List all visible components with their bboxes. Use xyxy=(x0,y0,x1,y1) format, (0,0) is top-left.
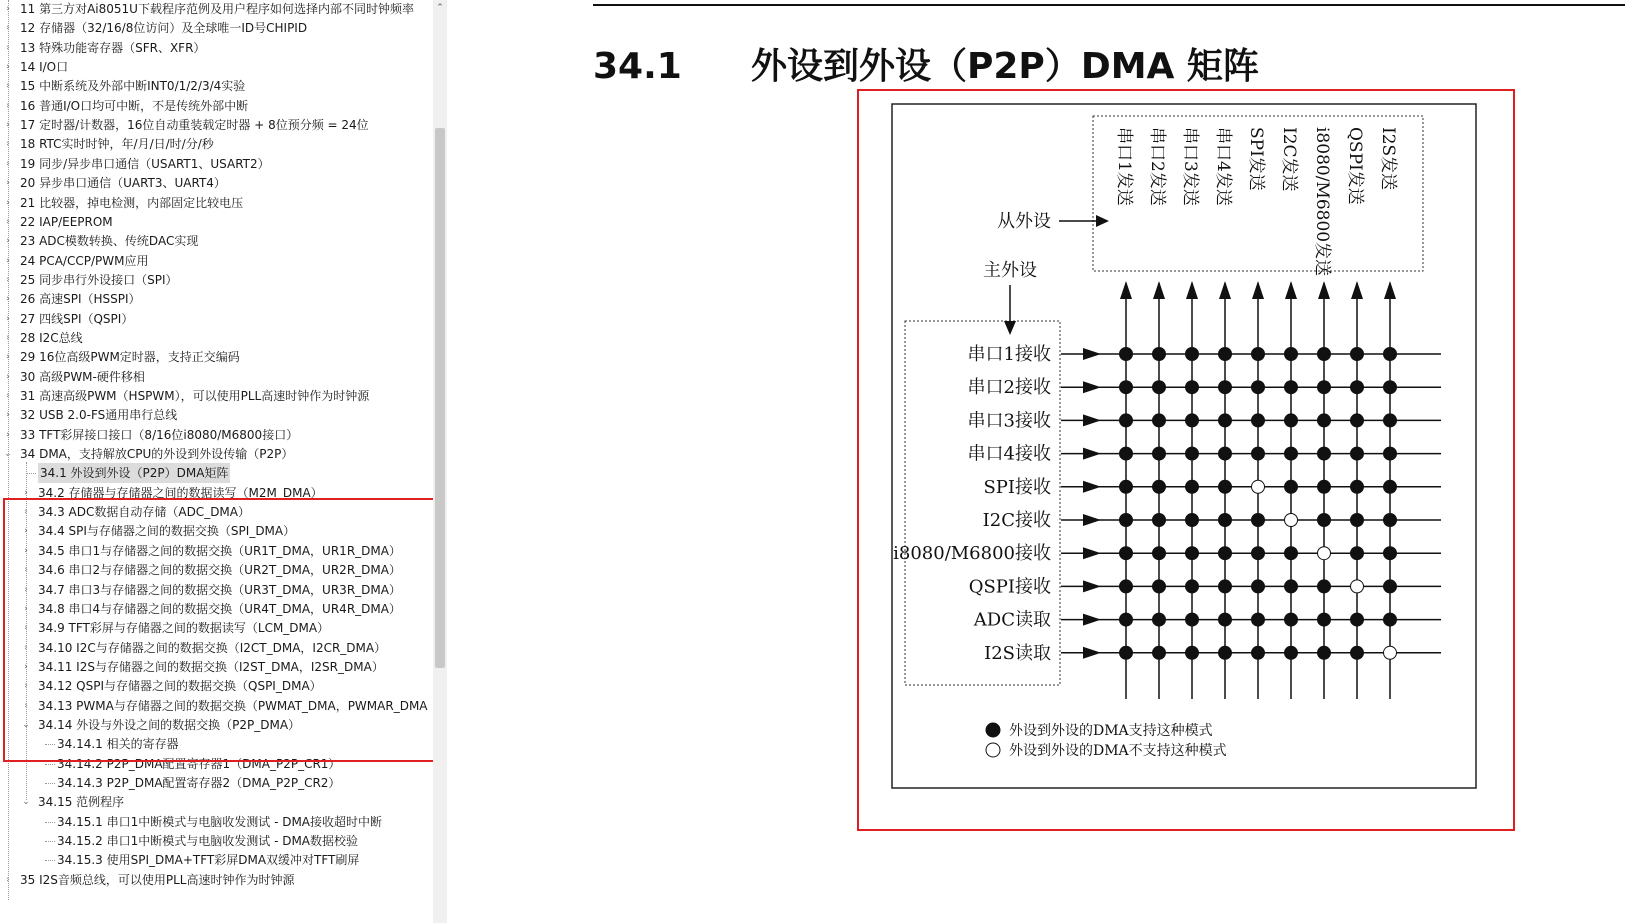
outline-item-label: 15 中断系统及外部中断INT0/1/2/3/4实验 xyxy=(20,79,246,93)
unsupported-dot xyxy=(1351,580,1364,593)
outline-item[interactable] xyxy=(0,76,432,96)
supported-dot xyxy=(1384,447,1397,460)
chevron-right-icon[interactable]: › xyxy=(6,81,10,91)
outline-item-label: 34.15.1 串口1中断模式与电脑收发测试 - DMA接收超时中断 xyxy=(57,815,383,829)
outline-item-label: 35 I2S音频总线，可以使用PLL高速时钟作为时钟源 xyxy=(20,873,295,887)
supported-dot xyxy=(1252,414,1265,427)
outline-item[interactable] xyxy=(0,251,432,271)
supported-dot xyxy=(1252,613,1265,626)
outline-item[interactable] xyxy=(0,347,432,367)
section-heading xyxy=(593,38,1259,89)
tree-connector xyxy=(45,783,55,784)
supported-dot xyxy=(1285,646,1298,659)
supported-dot xyxy=(1153,646,1166,659)
column-arrow-head xyxy=(1120,281,1132,299)
chevron-right-icon[interactable]: › xyxy=(6,256,10,266)
chevron-down-icon[interactable]: ⌄ xyxy=(4,449,12,459)
chevron-right-icon[interactable]: › xyxy=(6,43,10,53)
outline-item[interactable] xyxy=(0,850,432,870)
outline-item-label: 14 I/O口 xyxy=(20,60,69,74)
outline-item-label: 21 比较器，掉电检测，内部固定比较电压 xyxy=(20,196,244,210)
outline-item[interactable] xyxy=(0,367,432,387)
chevron-right-icon[interactable]: › xyxy=(24,565,28,575)
chevron-right-icon[interactable]: › xyxy=(6,4,10,14)
row-arrow-head xyxy=(1083,647,1101,659)
chevron-right-icon[interactable]: › xyxy=(24,507,28,517)
chevron-down-icon[interactable]: ⌄ xyxy=(22,720,30,730)
supported-dot xyxy=(1384,381,1397,394)
slave-label: 串口4发送 xyxy=(1213,127,1233,206)
dma-matrix-svg xyxy=(891,103,1481,793)
unsupported-dot xyxy=(1252,480,1265,493)
supported-dot xyxy=(1285,381,1298,394)
document-page xyxy=(447,0,1625,923)
master-peripheral-label: 主外设 xyxy=(983,260,1037,281)
outline-item-label: 34.14.3 P2P_DMA配置寄存器2（DMA_P2P_CR2） xyxy=(57,776,341,790)
chevron-right-icon[interactable]: › xyxy=(6,139,10,149)
slave-label-arrow-head xyxy=(1096,215,1109,227)
outline-panel xyxy=(0,0,435,923)
supported-dot xyxy=(1351,646,1364,659)
outline-item-label: 34.14.1 相关的寄存器 xyxy=(57,737,179,751)
outline-scrollbar[interactable] xyxy=(433,0,447,923)
outline-item-label: 34.3 ADC数据自动存储（ADC_DMA） xyxy=(38,505,250,519)
master-label: 串口2接收 xyxy=(967,377,1051,399)
outline-item[interactable] xyxy=(0,212,432,232)
unsupported-dot xyxy=(1318,547,1331,560)
supported-dot xyxy=(1120,447,1133,460)
supported-dot xyxy=(1384,547,1397,560)
row-arrow-head xyxy=(1083,514,1101,526)
outline-item-label: 34.14 外设与外设之间的数据交换（P2P_DMA） xyxy=(38,718,301,732)
column-arrow-head xyxy=(1384,281,1396,299)
outline-item[interactable] xyxy=(0,870,432,890)
outline-item[interactable] xyxy=(0,618,432,638)
supported-dot xyxy=(1252,547,1265,560)
outline-item[interactable] xyxy=(0,831,432,851)
outline-item-label: 19 同步/异步串口通信（USART1、USART2） xyxy=(20,157,270,171)
chevron-right-icon[interactable]: › xyxy=(24,546,28,556)
section-number: 34.1 xyxy=(593,46,682,87)
outline-item[interactable] xyxy=(0,270,432,290)
row-arrow-head xyxy=(1083,448,1101,460)
chevron-right-icon[interactable]: › xyxy=(24,585,28,595)
outline-item-label: 34.11 I2S与存储器之间的数据交换（I2ST_DMA，I2SR_DMA） xyxy=(38,660,384,674)
outline-item-label: 23 ADC模数转换、传统DAC实现 xyxy=(20,234,199,248)
supported-dot xyxy=(1252,646,1265,659)
chevron-right-icon[interactable]: › xyxy=(6,333,10,343)
master-label-arrow-head xyxy=(1004,321,1016,335)
supported-dot xyxy=(1285,414,1298,427)
supported-dot xyxy=(1384,414,1397,427)
supported-dot xyxy=(1318,447,1331,460)
outline-item[interactable] xyxy=(0,715,432,735)
supported-dot xyxy=(1153,480,1166,493)
slave-label: 串口3发送 xyxy=(1180,127,1200,206)
supported-dot xyxy=(1186,580,1199,593)
column-arrow-head xyxy=(1186,281,1198,299)
tree-connector xyxy=(26,473,36,474)
outline-item-label: 12 存储器（32/16/8位访问）及全球唯一ID号CHIPID xyxy=(20,21,308,35)
supported-dot xyxy=(1252,348,1265,361)
supported-dot xyxy=(1186,348,1199,361)
chevron-right-icon[interactable]: › xyxy=(24,488,28,498)
chevron-right-icon[interactable]: › xyxy=(6,120,10,130)
supported-dot xyxy=(1153,514,1166,527)
row-arrow-head xyxy=(1083,580,1101,592)
supported-dot xyxy=(1318,514,1331,527)
outline-item[interactable] xyxy=(0,638,432,658)
legend-unsupported-label: 外设到外设的DMA不支持这种模式 xyxy=(1009,743,1227,759)
outline-item[interactable] xyxy=(0,386,432,406)
outline-item-label: 20 异步串口通信（UART3、UART4） xyxy=(20,176,226,190)
master-label: QSPI接收 xyxy=(968,576,1051,598)
outline-item-label: 17 定时器/计数器，16位自动重装载定时器 + 8位预分频 = 24位 xyxy=(20,118,369,132)
supported-dot xyxy=(1120,514,1133,527)
legend-unsupported-dot xyxy=(986,743,1000,757)
outline-item-label: 24 PCA/CCP/PWM应用 xyxy=(20,254,149,268)
outline-item[interactable] xyxy=(0,115,432,135)
outline-item[interactable] xyxy=(0,521,432,541)
chevron-right-icon[interactable]: › xyxy=(6,275,10,285)
chevron-right-icon[interactable]: › xyxy=(24,701,28,711)
supported-dot xyxy=(1318,381,1331,394)
column-arrow-head xyxy=(1219,281,1231,299)
outline-item[interactable] xyxy=(0,773,432,793)
supported-dot xyxy=(1219,613,1232,626)
chevron-right-icon[interactable]: › xyxy=(24,643,28,653)
column-arrow-head xyxy=(1252,281,1264,299)
outline-item[interactable] xyxy=(0,328,432,348)
supported-dot xyxy=(1153,613,1166,626)
supported-dot xyxy=(1186,414,1199,427)
outline-item[interactable] xyxy=(0,657,432,677)
chevron-right-icon[interactable]: › xyxy=(6,198,10,208)
slave-label: 串口1发送 xyxy=(1114,127,1134,206)
outline-item-label: 33 TFT彩屏接口接口（8/16位i8080/M6800接口） xyxy=(20,428,299,442)
supported-dot xyxy=(1120,580,1133,593)
scroll-up-arrow-icon[interactable]: ⌃ xyxy=(436,3,444,13)
page-top-rule xyxy=(593,4,1625,6)
supported-dot xyxy=(1120,480,1133,493)
supported-dot xyxy=(1384,613,1397,626)
chevron-right-icon[interactable]: › xyxy=(24,681,28,691)
outline-item-label: 30 高级PWM-硬件移相 xyxy=(20,370,145,384)
supported-dot xyxy=(1285,447,1298,460)
tree-connector xyxy=(45,822,55,823)
dma-matrix-figure xyxy=(891,103,1481,797)
outline-item[interactable] xyxy=(0,754,432,774)
section-title: 外设到外设（P2P）DMA 矩阵 xyxy=(751,46,1259,87)
outline-item[interactable] xyxy=(0,309,432,329)
chevron-right-icon[interactable]: › xyxy=(6,314,10,324)
supported-dot xyxy=(1219,646,1232,659)
supported-dot xyxy=(1219,514,1232,527)
supported-dot xyxy=(1351,447,1364,460)
outline-item[interactable] xyxy=(0,193,432,213)
row-arrow-head xyxy=(1083,414,1101,426)
outline-item[interactable] xyxy=(0,231,432,251)
outline-item-label: 34.15.2 串口1中断模式与电脑收发测试 - DMA数据校验 xyxy=(57,834,359,848)
supported-dot xyxy=(1186,514,1199,527)
supported-dot xyxy=(1318,646,1331,659)
chevron-right-icon[interactable]: › xyxy=(6,294,10,304)
supported-dot xyxy=(1186,447,1199,460)
outline-item[interactable] xyxy=(0,38,432,58)
outline-item-label: 34.9 TFT彩屏与存储器之间的数据读写（LCM_DMA） xyxy=(38,621,330,635)
column-arrow-head xyxy=(1153,281,1165,299)
chevron-right-icon[interactable]: › xyxy=(6,372,10,382)
outline-item-label: 34.12 QSPI与存储器之间的数据交换（QSPI_DMA） xyxy=(38,679,322,693)
outline-item-label: 32 USB 2.0-FS通用串行总线 xyxy=(20,408,178,422)
outline-item[interactable] xyxy=(0,676,432,696)
supported-dot xyxy=(1351,613,1364,626)
outline-item-label: 34.4 SPI与存储器之间的数据交换（SPI_DMA） xyxy=(38,524,296,538)
slave-peripheral-label: 从外设 xyxy=(997,211,1051,232)
outline-item[interactable] xyxy=(0,463,432,483)
supported-dot xyxy=(1186,381,1199,394)
tree-connector xyxy=(45,860,55,861)
master-label: 串口4接收 xyxy=(967,443,1051,465)
outline-item[interactable] xyxy=(0,483,432,503)
supported-dot xyxy=(1318,613,1331,626)
outline-item-label: 18 RTC实时时钟，年/月/日/时/分/秒 xyxy=(20,137,214,151)
chevron-right-icon[interactable]: › xyxy=(24,604,28,614)
tree-connector-vertical xyxy=(26,462,27,800)
chevron-right-icon[interactable]: › xyxy=(6,217,10,227)
outline-item-label: 22 IAP/EEPROM xyxy=(20,215,113,229)
supported-dot xyxy=(1153,547,1166,560)
tree-connector xyxy=(45,841,55,842)
legend-supported-label: 外设到外设的DMA支持这种模式 xyxy=(1009,723,1213,739)
chevron-right-icon[interactable]: › xyxy=(24,526,28,536)
chevron-right-icon[interactable]: › xyxy=(6,178,10,188)
supported-dot xyxy=(1219,580,1232,593)
master-label: I2C接收 xyxy=(982,510,1051,531)
supported-dot xyxy=(1252,514,1265,527)
outline-item[interactable] xyxy=(0,580,432,600)
supported-dot xyxy=(1285,348,1298,361)
supported-dot xyxy=(1285,480,1298,493)
outline-item[interactable] xyxy=(0,792,432,812)
outline-item[interactable] xyxy=(0,444,432,464)
supported-dot xyxy=(1153,348,1166,361)
supported-dot xyxy=(1384,480,1397,493)
master-label: ADC读取 xyxy=(973,609,1051,631)
supported-dot xyxy=(1252,381,1265,394)
outline-item-label: 31 高速高级PWM（HSPWM），可以使用PLL高速时钟作为时钟源 xyxy=(20,389,370,403)
chevron-right-icon[interactable]: › xyxy=(6,23,10,33)
chevron-right-icon[interactable]: › xyxy=(6,101,10,111)
master-label: I2S读取 xyxy=(984,642,1051,664)
row-arrow-head xyxy=(1083,481,1101,493)
outline-item[interactable] xyxy=(0,18,432,38)
outline-item-label: 34.6 串口2与存储器之间的数据交换（UR2T_DMA，UR2R_DMA） xyxy=(38,563,401,577)
column-arrow-head xyxy=(1285,281,1297,299)
scroll-thumb[interactable] xyxy=(435,128,445,668)
supported-dot xyxy=(1186,613,1199,626)
outline-item-label: 26 高速SPI（HSSPI） xyxy=(20,292,141,306)
master-label: 串口3接收 xyxy=(967,410,1051,432)
supported-dot xyxy=(1285,613,1298,626)
chevron-right-icon[interactable]: › xyxy=(6,410,10,420)
supported-dot xyxy=(1120,547,1133,560)
supported-dot xyxy=(1186,480,1199,493)
outline-item[interactable] xyxy=(0,541,432,561)
chevron-right-icon[interactable]: › xyxy=(24,623,28,633)
chevron-right-icon[interactable]: › xyxy=(6,430,10,440)
supported-dot xyxy=(1351,348,1364,361)
row-arrow-head xyxy=(1083,614,1101,626)
supported-dot xyxy=(1351,514,1364,527)
supported-dot xyxy=(1318,480,1331,493)
supported-dot xyxy=(1219,414,1232,427)
supported-dot xyxy=(1219,348,1232,361)
supported-dot xyxy=(1120,381,1133,394)
outline-item[interactable] xyxy=(0,425,432,445)
master-label: i8080/M6800接收 xyxy=(893,543,1051,565)
supported-dot xyxy=(1186,547,1199,560)
supported-dot xyxy=(1285,547,1298,560)
column-arrow-head xyxy=(1351,281,1363,299)
supported-dot xyxy=(1153,414,1166,427)
supported-dot xyxy=(1219,547,1232,560)
supported-dot xyxy=(1351,547,1364,560)
chevron-right-icon[interactable]: › xyxy=(6,352,10,362)
tree-connector xyxy=(45,764,55,765)
supported-dot xyxy=(1318,348,1331,361)
tree-connector xyxy=(45,744,55,745)
outline-item[interactable] xyxy=(0,289,432,309)
outline-item-label: 13 特殊功能寄存器（SFR、XFR） xyxy=(20,41,206,55)
outline-item-label: 34.15.3 使用SPI_DMA+TFT彩屏DMA双缓冲对TFT刷屏 xyxy=(57,853,360,867)
outline-item[interactable] xyxy=(0,173,432,193)
slave-label: SPI发送 xyxy=(1246,127,1266,191)
supported-dot xyxy=(1252,580,1265,593)
chevron-down-icon[interactable]: ⌄ xyxy=(22,797,30,807)
outline-item-label: 34.1 外设到外设（P2P）DMA矩阵 xyxy=(38,463,230,483)
row-arrow-head xyxy=(1083,348,1101,360)
slave-label: i8080/M6800发送 xyxy=(1312,127,1332,277)
slave-label: 串口2发送 xyxy=(1147,127,1167,206)
master-label: SPI接收 xyxy=(983,476,1051,498)
supported-dot xyxy=(1318,414,1331,427)
supported-dot xyxy=(1351,381,1364,394)
supported-dot xyxy=(1384,514,1397,527)
unsupported-dot xyxy=(1384,646,1397,659)
outline-item[interactable] xyxy=(0,96,432,116)
outline-item-label: 16 普通I/O口均可中断，不是传统外部中断 xyxy=(20,99,249,113)
outline-item[interactable] xyxy=(0,599,432,619)
outline-item-label: 34.13 PWMA与存储器之间的数据交换（PWMAT_DMA，PWMAR_DMA xyxy=(38,699,428,713)
outline-item[interactable] xyxy=(0,560,432,580)
outline-item[interactable] xyxy=(0,134,432,154)
outline-item-label: 11 第三方对Ai8051U下载程序范例及用户程序如何选择内部不同时钟频率 xyxy=(20,2,414,16)
slave-label: QSPI发送 xyxy=(1345,127,1365,205)
supported-dot xyxy=(1120,646,1133,659)
outline-item-label: 34.8 串口4与存储器之间的数据交换（UR4T_DMA，UR4R_DMA） xyxy=(38,602,401,616)
chevron-right-icon[interactable]: › xyxy=(24,662,28,672)
supported-dot xyxy=(1120,414,1133,427)
row-arrow-head xyxy=(1083,547,1101,559)
supported-dot xyxy=(1384,580,1397,593)
outline-item-label: 34.14.2 P2P_DMA配置寄存器1（DMA_P2P_CR1） xyxy=(57,757,341,771)
supported-dot xyxy=(1219,480,1232,493)
outline-item-label: 34 DMA，支持解放CPU的外设到外设传输（P2P） xyxy=(20,447,294,461)
unsupported-dot xyxy=(1285,514,1298,527)
supported-dot xyxy=(1186,646,1199,659)
chevron-right-icon[interactable]: › xyxy=(6,391,10,401)
outline-item[interactable] xyxy=(0,812,432,832)
column-arrow-head xyxy=(1318,281,1330,299)
outline-item[interactable] xyxy=(0,0,432,19)
master-label: 串口1接收 xyxy=(967,344,1051,365)
supported-dot xyxy=(1219,447,1232,460)
outline-item[interactable] xyxy=(0,502,432,522)
supported-dot xyxy=(1252,447,1265,460)
legend-supported-dot xyxy=(986,723,1000,737)
slave-label: I2S发送 xyxy=(1378,127,1398,191)
outline-item[interactable] xyxy=(0,696,432,716)
supported-dot xyxy=(1285,580,1298,593)
outline-item-label: 34.5 串口1与存储器之间的数据交换（UR1T_DMA，UR1R_DMA） xyxy=(38,544,401,558)
supported-dot xyxy=(1153,447,1166,460)
row-arrow-head xyxy=(1083,381,1101,393)
outline-item-label: 34.2 存储器与存储器之间的数据读写（M2M_DMA） xyxy=(38,486,323,500)
supported-dot xyxy=(1351,480,1364,493)
chevron-right-icon[interactable]: › xyxy=(6,236,10,246)
supported-dot xyxy=(1351,414,1364,427)
supported-dot xyxy=(1153,580,1166,593)
chevron-right-icon[interactable]: › xyxy=(6,875,10,885)
supported-dot xyxy=(1153,381,1166,394)
supported-dot xyxy=(1318,580,1331,593)
slave-label: I2C发送 xyxy=(1279,127,1299,192)
outline-item[interactable] xyxy=(0,57,432,77)
outline-item[interactable] xyxy=(0,154,432,174)
supported-dot xyxy=(1120,348,1133,361)
chevron-right-icon[interactable]: › xyxy=(6,62,10,72)
supported-dot xyxy=(1219,381,1232,394)
chevron-right-icon[interactable]: › xyxy=(6,159,10,169)
outline-item-label: 28 I2C总线 xyxy=(20,331,83,345)
supported-dot xyxy=(1120,613,1133,626)
outline-item[interactable] xyxy=(0,734,432,754)
outline-item-label: 25 同步串行外设接口（SPI） xyxy=(20,273,178,287)
outline-item-label: 27 四线SPI（QSPI） xyxy=(20,312,134,326)
tree-connector-vertical xyxy=(8,0,9,900)
outline-item-label: 29 16位高级PWM定时器，支持正交编码 xyxy=(20,350,240,364)
supported-dot xyxy=(1384,348,1397,361)
outline-item-label: 34.15 范例程序 xyxy=(38,795,125,809)
outline-item[interactable] xyxy=(0,405,432,425)
outline-item-label: 34.7 串口3与存储器之间的数据交换（UR3T_DMA，UR3R_DMA） xyxy=(38,583,401,597)
outline-item-label: 34.10 I2C与存储器之间的数据交换（I2CT_DMA，I2CR_DMA） xyxy=(38,641,387,655)
